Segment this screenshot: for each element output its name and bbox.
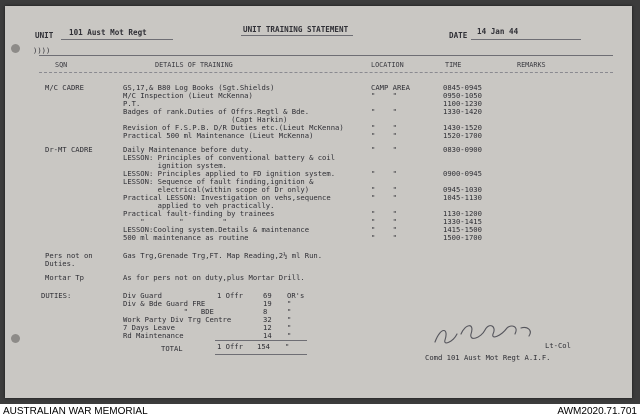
handwritten-signature — [431, 312, 541, 352]
duty-ors: 69 — [263, 291, 272, 300]
row-details: Daily Maintenance before duty. — [123, 145, 253, 154]
row-sqn: Pers not on — [45, 251, 93, 260]
row-details: ignition system. — [123, 161, 227, 170]
row-time: 0900-0945 — [443, 169, 482, 178]
duty-item: 7 Days Leave — [123, 323, 175, 332]
row-details: M/C Inspection (Lieut McKenna) — [123, 91, 253, 100]
row-details: LESSON:Cooling system.Details & maintenance — [123, 225, 310, 234]
duty-unit: " — [287, 331, 292, 340]
total-ors: 154 — [257, 342, 270, 351]
row-details: " " " — [123, 217, 227, 226]
row-details: applied to veh practically. — [123, 201, 275, 210]
row-location: " " — [371, 145, 397, 154]
row-details: Badges of rank.Duties of Offrs.Regtl & Bde. — [123, 107, 310, 116]
row-details: LESSON: Principles of conventional battery & coil — [123, 153, 336, 162]
row-location: " " — [371, 209, 397, 218]
row-time: 1330-1415 — [443, 217, 482, 226]
row-details: Practical LESSON: Investigation on vehs,sequence — [123, 193, 331, 202]
duty-unit: " — [287, 299, 292, 308]
row-details: Gas Trg,Grenade Trg,FT. Map Reading,2½ ml Run. — [123, 251, 323, 260]
duty-ors: 14 — [263, 331, 272, 340]
duty-unit: " — [287, 307, 292, 316]
date-label: DATE — [449, 31, 468, 40]
duty-unit: OR's — [287, 291, 305, 300]
document-sheet — [5, 6, 632, 398]
row-time: 1130-1200 — [443, 209, 482, 218]
row-details: P.T. — [123, 99, 141, 108]
duty-unit: " — [287, 315, 292, 324]
duty-ors: 8 — [263, 307, 268, 316]
unit-value: 101 Aust Mot Regt — [69, 28, 147, 37]
row-details: (Capt Harkin) — [123, 115, 288, 124]
duty-item: " BDE — [123, 307, 214, 316]
row-location: " " — [371, 107, 397, 116]
top-rule — [39, 55, 613, 56]
total-rule-bottom — [215, 354, 307, 355]
row-details: 500 ml maintenance as routine — [123, 233, 249, 242]
row-location: " " — [371, 193, 397, 202]
row-time: 1415-1500 — [443, 225, 482, 234]
col-header-location: LOCATION — [371, 61, 404, 69]
row-time: 1100-1230 — [443, 99, 482, 108]
row-details: LESSON: Principles applied to FD ignition system. — [123, 169, 336, 178]
row-details: Practical 500 ml Maintenance (Lieut McKenna) — [123, 131, 314, 140]
date-underline — [471, 39, 581, 40]
title-underline — [241, 35, 353, 36]
row-location: " " — [371, 169, 397, 178]
row-time: 0830-0900 — [443, 145, 482, 154]
row-details: As for pers not on duty,plus Mortar Drill. — [123, 273, 305, 282]
row-details: electrical(within scope of Dr only) — [123, 185, 310, 194]
row-sqn: Dr-MT CADRE — [45, 145, 93, 154]
date-value: 14 Jan 44 — [477, 27, 519, 36]
commander-rank: Lt-Col — [545, 341, 571, 350]
row-location: " " — [371, 123, 397, 132]
row-details: GS,17,& B80 Log Books (Sgt.Shields) — [123, 83, 275, 92]
duties-label: DUTIES: — [41, 291, 72, 300]
total-label: TOTAL — [161, 344, 183, 353]
duty-ors: 32 — [263, 315, 272, 324]
col-header-sqn: SQN — [55, 61, 68, 69]
row-details: LESSON: Sequence of fault finding,ignition & — [123, 177, 314, 186]
row-location: " " — [371, 225, 397, 234]
unit-underline — [61, 39, 173, 40]
footer-accession: AWM2020.71.701 — [557, 406, 637, 417]
row-location: CAMP AREA — [371, 83, 410, 92]
row-sqn: Duties. — [45, 259, 76, 268]
row-time: 1500-1700 — [443, 233, 482, 242]
row-time: 0845-0945 — [443, 83, 482, 92]
row-details: Revision of F.S.P.B. D/R Duties etc.(Lieut McKenna) — [123, 123, 344, 132]
duty-item: Div & Bde Guard FRE — [123, 299, 206, 308]
duty-item: Div Guard — [123, 291, 162, 300]
col-header-details: DETAILS OF TRAINING — [155, 61, 233, 69]
punch-hole — [11, 334, 20, 343]
total-offr: 1 Offr — [217, 342, 243, 351]
col-header-remarks: REMARKS — [517, 61, 546, 69]
header-rule — [39, 72, 613, 73]
duty-offr: 1 Offr — [217, 291, 243, 300]
punch-hole — [11, 44, 20, 53]
row-details: Practical fault-finding by trainees — [123, 209, 275, 218]
row-location: " " — [371, 233, 397, 242]
row-location: " " — [371, 217, 397, 226]
duty-unit: " — [287, 323, 292, 332]
document-title: UNIT TRAINING STATEMENT — [243, 25, 349, 34]
row-time: 1520-1700 — [443, 131, 482, 140]
row-sqn: M/C CADRE — [45, 83, 84, 92]
row-location: " " — [371, 91, 397, 100]
row-time: 1045-1130 — [443, 193, 482, 202]
duty-ors: 19 — [263, 299, 272, 308]
row-location: " " — [371, 131, 397, 140]
row-location: " " — [371, 185, 397, 194]
page-mark: )))) — [33, 46, 51, 55]
duty-item: Rd Maintenance — [123, 331, 184, 340]
total-rule-top — [215, 340, 307, 341]
signature-block: Comd 101 Aust Mot Regt A.I.F. — [425, 353, 551, 362]
row-time: 0945-1030 — [443, 185, 482, 194]
archive-footer — [0, 404, 640, 418]
total-unit: " — [285, 342, 290, 351]
footer-source: AUSTRALIAN WAR MEMORIAL — [3, 406, 148, 417]
col-header-time: TIME — [445, 61, 462, 69]
row-time: 1330-1420 — [443, 107, 482, 116]
row-time: 0950-1050 — [443, 91, 482, 100]
unit-label: UNIT — [35, 31, 54, 40]
row-time: 1430-1520 — [443, 123, 482, 132]
duty-item: Work Party Div Trg Centre — [123, 315, 232, 324]
row-sqn: Mortar Tp — [45, 273, 84, 282]
duty-ors: 12 — [263, 323, 272, 332]
